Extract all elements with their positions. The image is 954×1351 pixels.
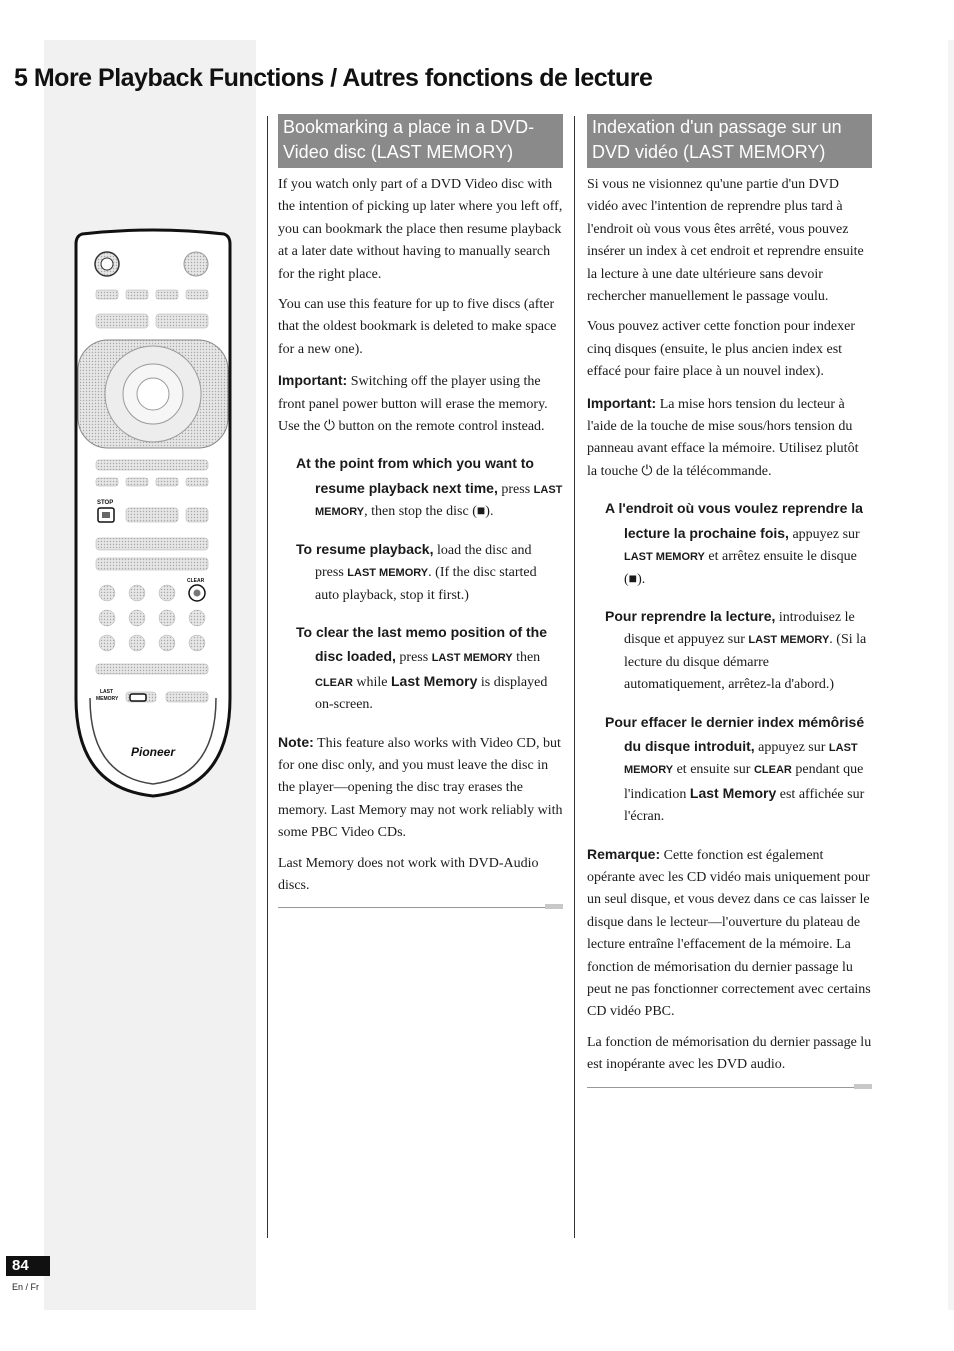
english-step-bookmark: At the point from which you want to resume playback next time, press LAST MEMORY, then stop the disc (■). (296, 455, 563, 520)
french-column (587, 114, 872, 1088)
french-intro: Si vous ne visionnez qu'une partie d'un DVD vidéo avec l'intention de reprendre plus tard à l'endroit où vous vous êtes arrêté, vous pouvez insérer un index à cet endroit et reprendre ensuite la lecture à une date ultérieure sans devoir rechercher manuellement le passage voulu. (587, 177, 864, 305)
remote-memory-label: MEMORY (96, 696, 119, 702)
english-step-resume: To resume playback, load the disc and press LAST MEMORY. (If the disc started auto playback, stop it first.) (296, 540, 537, 603)
power-icon: ⏻ (641, 463, 653, 479)
english-intro: If you watch only part of a DVD Video disc with the intention of picking up later where you left off, you can bookmark the place then resume playback at a later date without having to manually search for the right place. (278, 177, 563, 282)
remote-stop-label: STOP (97, 500, 114, 506)
remote-control-illustration (70, 228, 236, 803)
english-important: Important: Switching off the player using the front panel power button will erase the memory. Use the ⏻ button on the remote control instead. (278, 372, 548, 435)
french-important: Important: La mise hors tension du lecteur à l'aide de la touche de mise sous/hors tension du panneau avant efface la mémoire. Utilisez plutôt la touche ⏻ de la télécommande. (587, 394, 859, 479)
last-memory-button-icon (130, 694, 146, 701)
french-step-clear: Pour effacer le dernier index mémôrisé du disque introduit, appuyez sur LAST MEMORY et ensuite sur CLEAR pendant que l'indication Last Memory est affichée sur l'écran. (605, 713, 865, 825)
english-limit: You can use this feature for up to five discs (after that the oldest bookmark is deleted to make space for a new one). (278, 297, 557, 357)
page-number: 84 (6, 1256, 50, 1276)
french-limit: Vous pouvez activer cette fonction pour indexer cinq disques (ensuite, le plus ancien index est effacé pour faire place à un nouvel index). (587, 319, 855, 380)
french-note: Remarque: Cette fonction est également opérante avec les CD vidéo mais uniquement pour un seul disque, et vous devez dans ce cas laisser le disque dans le lecteur—l'ouverture du plateau de lecture entraîne l'effacement de la mémoire. La fonction de mémorisation du dernier passage lu peut ne pas fonctionner correctement avec certains CD vidéo PBC. (587, 845, 871, 1020)
french-end-rule (587, 1087, 872, 1088)
important-label: Important: (278, 372, 348, 389)
remote-last-label: LAST (100, 689, 114, 695)
french-step-resume: Pour reprendre la lecture, introduisez le disque et appuyez sur LAST MEMORY. (Si la lecture du disque démarre automatiquement, arrêtez-la d'abord.) (605, 607, 867, 693)
english-end-rule (278, 907, 563, 908)
english-section-heading: Bookmarking a place in a DVD-Video disc (LAST MEMORY) (278, 114, 563, 168)
french-section-heading: Indexation d'un passage sur un DVD vidéo (LAST MEMORY) (587, 114, 872, 168)
remote-clear-label: CLEAR (187, 578, 205, 584)
page-language: En / Fr (12, 1282, 40, 1292)
english-note: Note: This feature also works with Video CD, but for one disc only, and you must leave the disc in the player—opening the disc tray erases the memory. Last Memory may not work reliably with some PBC Video CDs. (278, 733, 563, 841)
column-divider-right (574, 116, 575, 1238)
right-margin-band (948, 40, 954, 1310)
pioneer-logo: Pioneer (130, 745, 176, 759)
chapter-title: 5 More Playback Functions / Autres fonctions de lecture (14, 64, 653, 92)
french-step-bookmark: A l'endroit où vous voulez reprendre la lecture la prochaine fois, appuyez sur LAST MEMORY et arrêtez ensuite le disque (■). (605, 500, 863, 587)
english-step-clear: To clear the last memo position of the disc loaded, press LAST MEMORY then CLEAR while Last Memory is displayed on-screen. (296, 623, 548, 713)
column-divider-left (267, 116, 268, 1238)
english-last-line: Last Memory does not work with DVD-Audio discs. (278, 855, 539, 893)
french-last-line: La fonction de mémorisation du dernier passage lu est inopérante avec les DVD audio. (587, 1034, 872, 1073)
power-icon: ⏻ (323, 419, 335, 435)
english-column (278, 114, 563, 908)
